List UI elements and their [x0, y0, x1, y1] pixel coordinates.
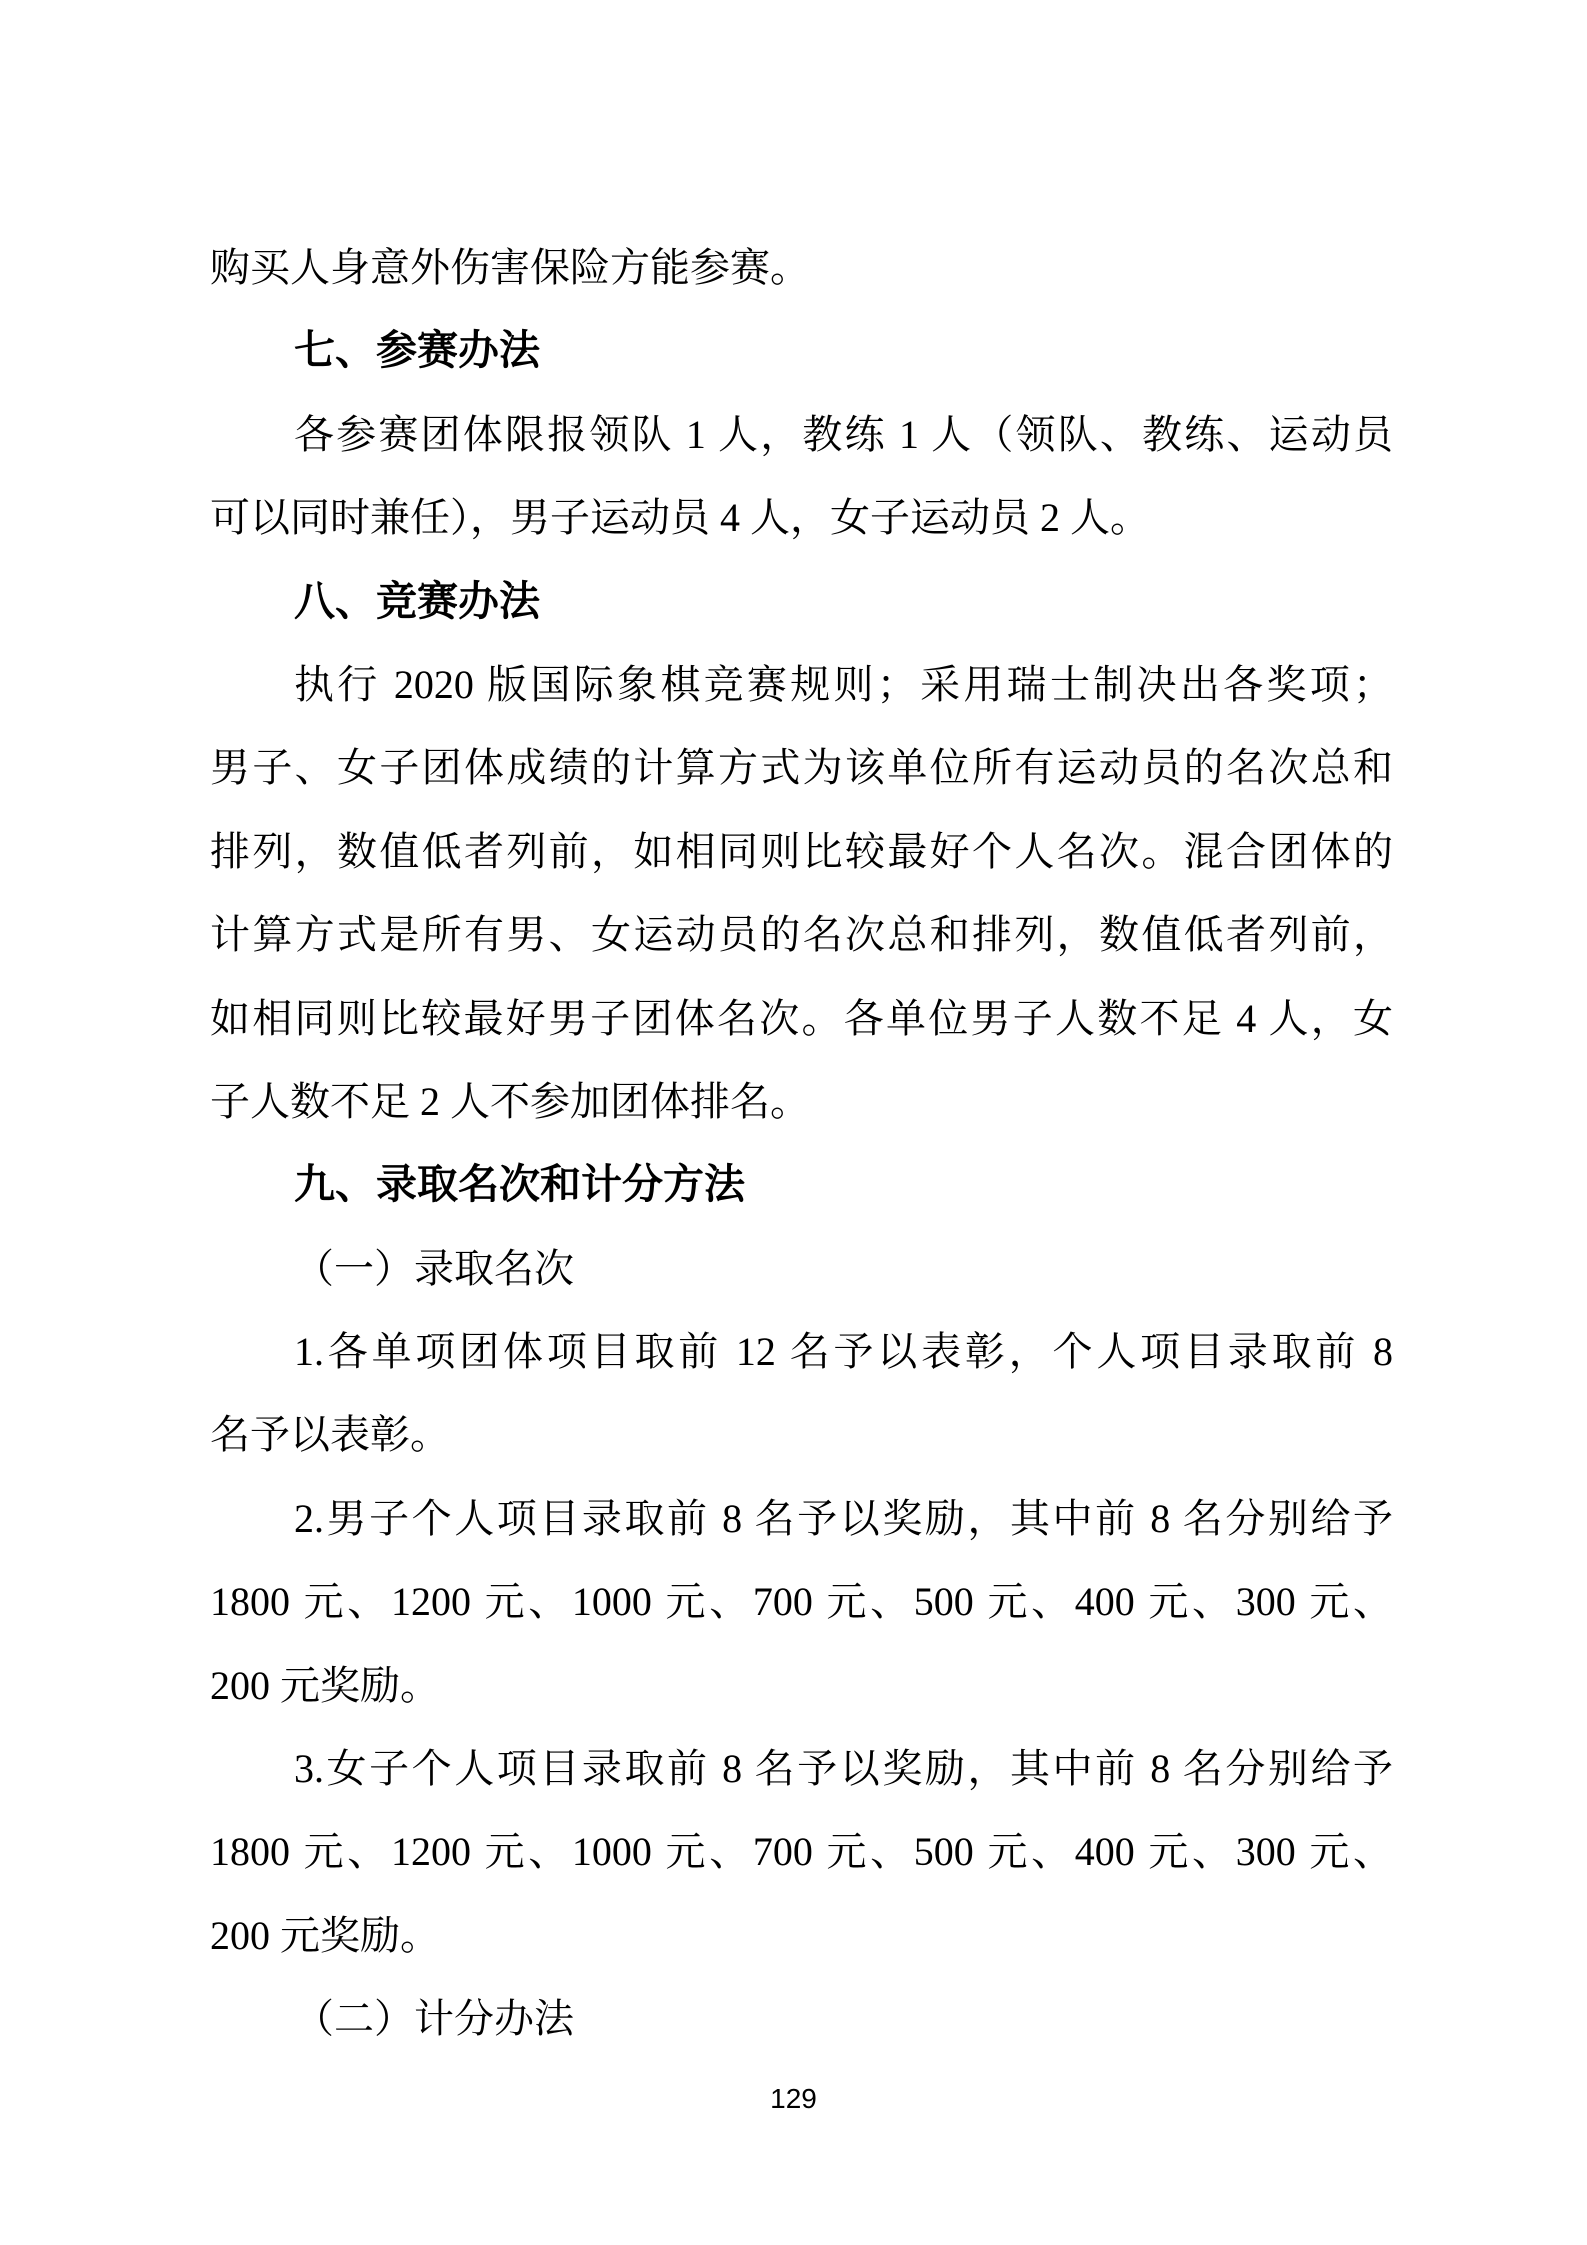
section-7-heading: 七、参赛办法 — [294, 327, 540, 374]
document-body — [210, 226, 1393, 2061]
section-8-paragraph-line-5: 如相同则比较最好男子团体名次。各单位男子人数不足 4 人，女 — [210, 995, 1393, 1041]
section-8-paragraph-line-1: 执行 2020 版国际象棋竞赛规则；采用瑞士制决出各奖项； — [294, 661, 1393, 707]
item-3-line-1: 3.女子个人项目录取前 8 名予以奖励，其中前 8 名分别给予 — [294, 1746, 1393, 1792]
subsection-2-heading: （二）计分办法 — [294, 1996, 574, 2042]
subsection-1-heading: （一）录取名次 — [294, 1245, 574, 1291]
section-8-heading: 八、竞赛办法 — [294, 577, 540, 624]
item-3-line-3: 200 元奖励。 — [210, 1912, 440, 1958]
section-9-heading: 九、录取名次和计分方法 — [294, 1161, 745, 1208]
section-8-paragraph-line-4: 计算方式是所有男、女运动员的名次总和排列，数值低者列前， — [210, 912, 1393, 958]
item-3-line-2: 1800 元、1200 元、1000 元、700 元、500 元、400 元、300 元、 — [210, 1829, 1393, 1875]
section-7-paragraph-line-1: 各参赛团体限报领队 1 人，教练 1 人（领队、教练、运动员 — [294, 411, 1393, 457]
section-8-paragraph-line-3: 排列，数值低者列前，如相同则比较最好个人名次。混合团体的 — [210, 828, 1393, 874]
item-1-line-2: 名予以表彰。 — [210, 1412, 450, 1458]
section-8-paragraph-line-2: 男子、女子团体成绩的计算方式为该单位所有运动员的名次总和 — [210, 745, 1393, 791]
item-2-line-1: 2.男子个人项目录取前 8 名予以奖励，其中前 8 名分别给予 — [294, 1495, 1393, 1541]
section-8-paragraph-line-6: 子人数不足 2 人不参加团体排名。 — [210, 1078, 810, 1124]
page-number: 129 — [770, 2083, 817, 2114]
item-1-line-1: 1.各单项团体项目取前 12 名予以表彰，个人项目录取前 8 — [294, 1329, 1393, 1375]
intro-paragraph-line: 购买人身意外伤害保险方能参赛。 — [210, 245, 810, 290]
section-7-paragraph-line-2: 可以同时兼任），男子运动员 4 人，女子运动员 2 人。 — [210, 495, 1150, 541]
item-2-line-2: 1800 元、1200 元、1000 元、700 元、500 元、400 元、300 元、 — [210, 1579, 1393, 1625]
item-2-line-3: 200 元奖励。 — [210, 1662, 440, 1708]
